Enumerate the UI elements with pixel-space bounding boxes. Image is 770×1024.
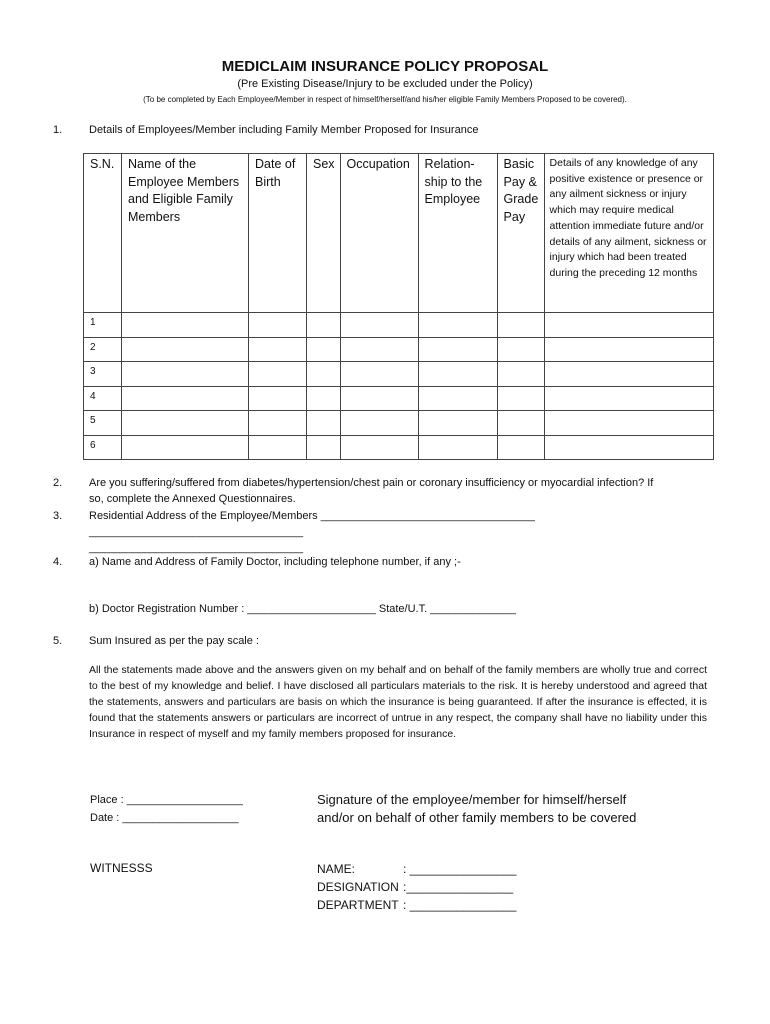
- name-cell[interactable]: [122, 337, 249, 362]
- sum-insured-field[interactable]: Sum Insured as per the pay scale :: [89, 635, 259, 647]
- name-label: NAME:: [317, 862, 356, 876]
- sex-cell[interactable]: [307, 313, 341, 338]
- department-label: DEPARTMENT: [317, 898, 399, 912]
- designation-field[interactable]: :________________: [403, 880, 514, 894]
- table-row: [84, 386, 714, 411]
- form-note: (To be completed by Each Employee/Member in respect of himself/herself/and his/her eligible Family Members Proposed to be covered).: [143, 95, 627, 104]
- sex-cell[interactable]: [307, 362, 341, 387]
- department-field[interactable]: : ________________: [403, 898, 517, 912]
- relationship-cell[interactable]: [418, 435, 497, 460]
- designation-label: DESIGNATION: [317, 880, 399, 894]
- table-row: [84, 435, 714, 460]
- column-header-health-details: Details of any knowledge of any positive existence or presence or any ailment sickness or injury which may require medical attention immediate future and/or details of any ailment, sickness or injury which had been treated during the preceding 12 months: [544, 154, 713, 313]
- name-cell[interactable]: [122, 411, 249, 436]
- residential-address-field[interactable]: Residential Address of the Employee/Members ___________________________________: [89, 510, 535, 522]
- column-header-sex: Sex: [307, 154, 341, 313]
- row-number: 3: [84, 362, 122, 387]
- column-header-relationship: Relation-ship to the Employee: [418, 154, 497, 313]
- occupation-cell[interactable]: [340, 435, 418, 460]
- column-header-name: Name of the Employee Members and Eligible Family Members: [122, 154, 249, 313]
- table-row: [84, 362, 714, 387]
- occupation-cell[interactable]: [340, 337, 418, 362]
- name-cell[interactable]: [122, 386, 249, 411]
- relationship-cell[interactable]: [418, 362, 497, 387]
- occupation-cell[interactable]: [340, 411, 418, 436]
- sex-cell[interactable]: [307, 435, 341, 460]
- health-details-cell[interactable]: [544, 411, 713, 436]
- basic-pay-cell[interactable]: [497, 362, 544, 387]
- dob-cell[interactable]: [249, 435, 307, 460]
- row-number: 1: [84, 313, 122, 338]
- name-field[interactable]: : ________________: [403, 862, 517, 876]
- date-field[interactable]: Date : ___________________: [90, 812, 239, 824]
- form-title: MEDICLAIM INSURANCE POLICY PROPOSAL: [221, 58, 549, 75]
- sex-cell[interactable]: [307, 386, 341, 411]
- health-details-cell[interactable]: [544, 386, 713, 411]
- health-details-cell[interactable]: [544, 362, 713, 387]
- sex-cell[interactable]: [307, 411, 341, 436]
- column-header-sn: S.N.: [84, 154, 122, 313]
- row-number: 4: [84, 386, 122, 411]
- form-subtitle: (Pre Existing Disease/Injury to be excluded under the Policy): [237, 78, 533, 90]
- occupation-cell[interactable]: [340, 386, 418, 411]
- section-2-number: 2.: [53, 477, 63, 489]
- table-row: [84, 337, 714, 362]
- row-number: 6: [84, 435, 122, 460]
- section-1-number: 1.: [53, 124, 63, 136]
- relationship-cell[interactable]: [418, 313, 497, 338]
- basic-pay-cell[interactable]: [497, 411, 544, 436]
- witness-label: WITNESSS: [90, 861, 153, 875]
- basic-pay-cell[interactable]: [497, 313, 544, 338]
- dob-cell[interactable]: [249, 362, 307, 387]
- section-1-label: Details of Employees/Member including Family Member Proposed for Insurance: [89, 124, 479, 136]
- table-row: [84, 313, 714, 338]
- row-number: 5: [84, 411, 122, 436]
- section-2-question: Are you suffering/suffered from diabetes/hypertension/chest pain or coronary insufficiency or myocardial infection? If: [89, 477, 654, 489]
- health-details-cell[interactable]: [544, 337, 713, 362]
- health-details-cell[interactable]: [544, 313, 713, 338]
- name-cell[interactable]: [122, 313, 249, 338]
- declaration-paragraph: All the statements made above and the answers given on my behalf and on behalf of the family members are wholly true and correct to the best of my knowledge and belief. I have disclosed all particulars materials to the risk. It is hereby understood and agreed that the statements, answers and particulars are basis on which the insurance is being guaranteed. If after the insurance is effected, it is found that the statements answers or particulars are incorrect of untrue in any respect, the company shall have no liability under this Insurance in respect of myself and my family members proposed for insurance.: [89, 664, 707, 740]
- basic-pay-cell[interactable]: [497, 386, 544, 411]
- section-4-number: 4.: [53, 556, 63, 568]
- section-3-number: 3.: [53, 510, 63, 522]
- dob-cell[interactable]: [249, 337, 307, 362]
- health-details-cell[interactable]: [544, 435, 713, 460]
- column-header-occupation: Occupation: [340, 154, 418, 313]
- family-members-table: [83, 153, 714, 460]
- dob-cell[interactable]: [249, 313, 307, 338]
- residential-address-blank-2[interactable]: ___________________________________: [89, 542, 304, 554]
- name-cell[interactable]: [122, 362, 249, 387]
- basic-pay-cell[interactable]: [497, 337, 544, 362]
- doctor-registration-field[interactable]: b) Doctor Registration Number : _____________________ State/U.T. ______________: [89, 603, 516, 615]
- table-row: [84, 411, 714, 436]
- relationship-cell[interactable]: [418, 411, 497, 436]
- relationship-cell[interactable]: [418, 337, 497, 362]
- dob-cell[interactable]: [249, 411, 307, 436]
- dob-cell[interactable]: [249, 386, 307, 411]
- section-5-number: 5.: [53, 635, 63, 647]
- column-header-dob: Date of Birth: [249, 154, 307, 313]
- name-cell[interactable]: [122, 435, 249, 460]
- occupation-cell[interactable]: [340, 313, 418, 338]
- signature-line-1: Signature of the employee/member for himself/herself: [317, 792, 627, 807]
- occupation-cell[interactable]: [340, 362, 418, 387]
- residential-address-blank-1[interactable]: ___________________________________: [89, 526, 304, 538]
- sex-cell[interactable]: [307, 337, 341, 362]
- relationship-cell[interactable]: [418, 386, 497, 411]
- table-header-row: [84, 154, 714, 313]
- basic-pay-cell[interactable]: [497, 435, 544, 460]
- column-header-basic-pay: Basic Pay & Grade Pay: [497, 154, 544, 313]
- signature-line-2: and/or on behalf of other family members to be covered: [317, 810, 637, 825]
- family-doctor-field[interactable]: a) Name and Address of Family Doctor, including telephone number, if any ;-: [89, 556, 461, 568]
- section-2-instruction: so, complete the Annexed Questionnaires.: [89, 493, 296, 505]
- place-field[interactable]: Place : ___________________: [90, 794, 243, 806]
- row-number: 2: [84, 337, 122, 362]
